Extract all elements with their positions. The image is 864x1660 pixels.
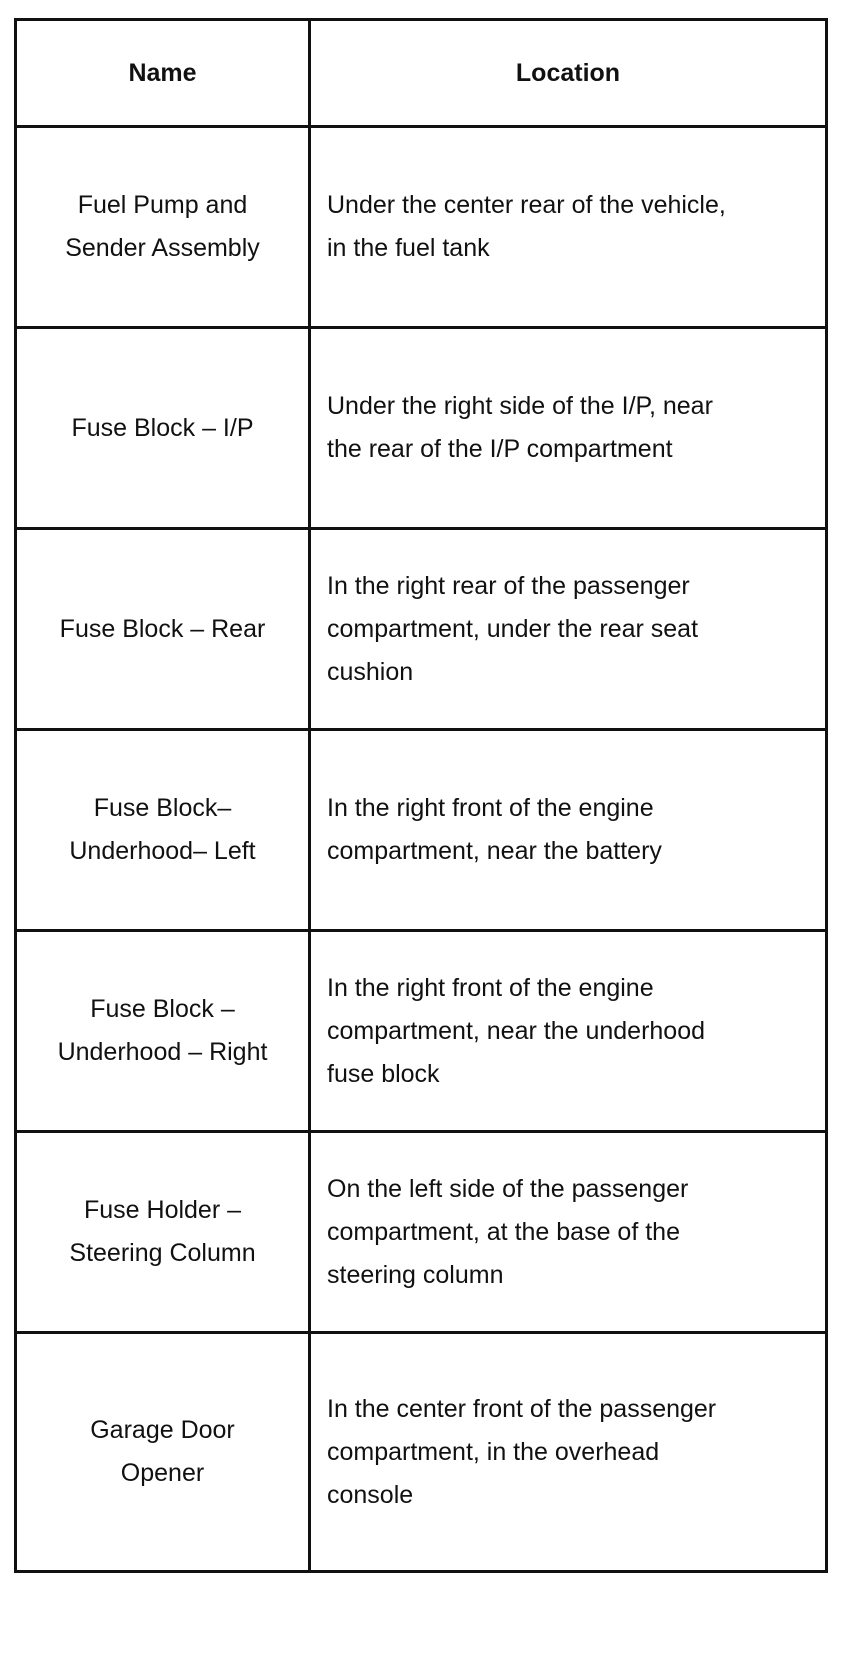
location-line: In the right rear of the passenger xyxy=(327,571,690,600)
location-line: Under the right side of the I/P, near xyxy=(327,392,713,420)
component-name-cell xyxy=(16,1132,310,1333)
component-location-cell xyxy=(310,1333,827,1572)
component-name-line: Opener xyxy=(120,1459,205,1487)
location-line: in the fuel tank xyxy=(327,234,490,262)
component-location-cell xyxy=(310,931,827,1132)
component-name-line: Garage Door xyxy=(90,1416,235,1444)
component-name-cell xyxy=(16,328,310,529)
component-name-cell xyxy=(16,1333,310,1572)
table-row xyxy=(16,1132,827,1333)
component-name-line: Fuse Block – I/P xyxy=(71,413,254,442)
location-column-header: Location xyxy=(310,20,827,127)
location-line: console xyxy=(327,1480,414,1509)
table-row xyxy=(16,127,827,328)
location-line: On the left side of the passenger xyxy=(327,1174,689,1203)
component-name-line: Fuel Pump and xyxy=(77,191,248,219)
component-name-line: Fuse Block– xyxy=(93,794,232,822)
location-line: compartment, in the overhead xyxy=(327,1437,660,1466)
location-line: fuse block xyxy=(327,1059,440,1088)
table-row xyxy=(16,328,827,529)
component-location-cell xyxy=(310,328,827,529)
location-line: compartment, near the underhood xyxy=(327,1016,706,1045)
location-line: steering column xyxy=(327,1260,504,1289)
location-line: In the right front of the engine xyxy=(327,794,654,822)
header-row xyxy=(16,20,827,127)
table-row xyxy=(16,1333,827,1572)
component-location-cell xyxy=(310,529,827,730)
component-location-table xyxy=(14,18,828,1573)
name-column-header: Name xyxy=(16,20,310,127)
component-name-line: Underhood – Right xyxy=(57,1038,268,1066)
location-line: In the right front of the engine xyxy=(327,973,654,1002)
location-line: compartment, at the base of the xyxy=(327,1217,680,1246)
component-name-cell xyxy=(16,931,310,1132)
table-row xyxy=(16,529,827,730)
location-line: cushion xyxy=(327,657,414,686)
location-line: compartment, under the rear seat xyxy=(327,614,699,643)
component-name-line: Fuse Block – Rear xyxy=(59,614,266,643)
table-row xyxy=(16,931,827,1132)
component-location-cell xyxy=(310,1132,827,1333)
location-line: the rear of the I/P compartment xyxy=(327,435,673,463)
component-name-cell xyxy=(16,529,310,730)
component-name-line: Fuse Holder – xyxy=(83,1196,242,1224)
component-name-line: Sender Assembly xyxy=(65,234,260,262)
table-row xyxy=(16,730,827,931)
component-name-cell xyxy=(16,730,310,931)
component-location-cell xyxy=(310,730,827,931)
location-line: In the center front of the passenger xyxy=(327,1394,717,1423)
component-name-cell xyxy=(16,127,310,328)
location-line: compartment, near the battery xyxy=(327,837,662,865)
component-name-line: Fuse Block – xyxy=(90,995,235,1023)
component-location-cell xyxy=(310,127,827,328)
component-name-line: Steering Column xyxy=(69,1239,256,1267)
location-line: Under the center rear of the vehicle, xyxy=(327,191,726,219)
component-name-line: Underhood– Left xyxy=(69,837,256,865)
